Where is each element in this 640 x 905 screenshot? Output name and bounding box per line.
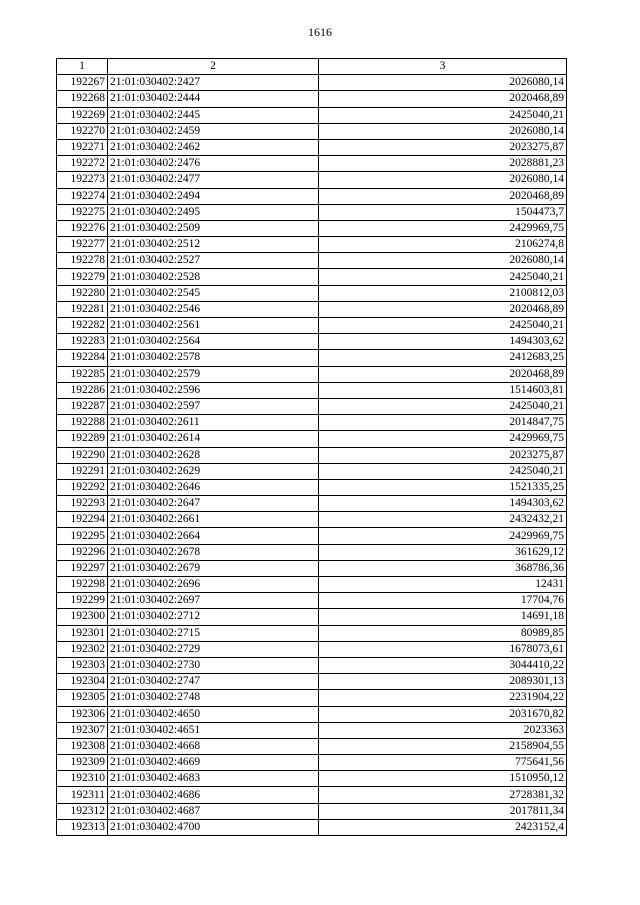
cadastral-number-cell: 21:01:030402:2715: [108, 625, 319, 641]
cadastral-number-cell: 21:01:030402:2579: [108, 366, 319, 382]
cadastral-number-cell: 21:01:030402:2596: [108, 382, 319, 398]
row-number-cell: 192281: [57, 301, 108, 317]
value-cell: 2026080,14: [319, 123, 567, 139]
value-cell: 1510950,12: [319, 771, 567, 787]
value-cell: 1521335,25: [319, 479, 567, 495]
value-cell: 3044410,22: [319, 657, 567, 673]
cadastral-number-cell: 21:01:030402:2646: [108, 479, 319, 495]
cadastral-number-cell: 21:01:030402:2494: [108, 188, 319, 204]
value-cell: 2728381,32: [319, 787, 567, 803]
table-row: [57, 512, 567, 528]
row-number-cell: 192311: [57, 787, 108, 803]
row-number-cell: 192271: [57, 139, 108, 155]
cadastral-number-cell: 21:01:030402:2462: [108, 139, 319, 155]
value-cell: 2026080,14: [319, 172, 567, 188]
column-header-1: 1: [57, 59, 108, 75]
table-row: [57, 350, 567, 366]
table-row: [57, 706, 567, 722]
table-row: [57, 188, 567, 204]
row-number-cell: 192291: [57, 463, 108, 479]
cadastral-number-cell: 21:01:030402:2545: [108, 285, 319, 301]
column-header-3: 3: [319, 59, 567, 75]
table-row: [57, 803, 567, 819]
table-row: [57, 447, 567, 463]
table-row: [57, 139, 567, 155]
row-number-cell: 192279: [57, 269, 108, 285]
value-cell: 2429969,75: [319, 528, 567, 544]
row-number-cell: 192313: [57, 819, 108, 835]
value-cell: 2425040,21: [319, 107, 567, 123]
table-row: [57, 382, 567, 398]
cadastral-number-cell: 21:01:030402:2476: [108, 156, 319, 172]
cadastral-number-cell: 21:01:030402:2614: [108, 431, 319, 447]
table-row: [57, 625, 567, 641]
row-number-cell: 192305: [57, 690, 108, 706]
row-number-cell: 192287: [57, 398, 108, 414]
row-number-cell: 192286: [57, 382, 108, 398]
table-row: [57, 172, 567, 188]
table-row: [57, 657, 567, 673]
cadastral-number-cell: 21:01:030402:2477: [108, 172, 319, 188]
cadastral-number-cell: 21:01:030402:2527: [108, 253, 319, 269]
cadastral-number-cell: 21:01:030402:4668: [108, 738, 319, 754]
cadastral-number-cell: 21:01:030402:2597: [108, 398, 319, 414]
row-number-cell: 192288: [57, 415, 108, 431]
cadastral-number-cell: 21:01:030402:2647: [108, 496, 319, 512]
row-number-cell: 192293: [57, 496, 108, 512]
table-row: [57, 301, 567, 317]
cadastral-number-cell: 21:01:030402:2459: [108, 123, 319, 139]
row-number-cell: 192268: [57, 91, 108, 107]
value-cell: 2020468,89: [319, 91, 567, 107]
row-number-cell: 192273: [57, 172, 108, 188]
value-cell: 2429969,75: [319, 431, 567, 447]
cadastral-number-cell: 21:01:030402:4669: [108, 755, 319, 771]
value-cell: 2425040,21: [319, 318, 567, 334]
row-number-cell: 192280: [57, 285, 108, 301]
row-number-cell: 192283: [57, 334, 108, 350]
table-row: [57, 269, 567, 285]
value-cell: 80989,85: [319, 625, 567, 641]
row-number-cell: 192309: [57, 755, 108, 771]
cadastral-number-cell: 21:01:030402:4686: [108, 787, 319, 803]
cadastral-number-cell: 21:01:030402:2678: [108, 544, 319, 560]
value-cell: 2020468,89: [319, 366, 567, 382]
row-number-cell: 192302: [57, 641, 108, 657]
cadastral-value-table: [56, 58, 567, 836]
table-row: [57, 156, 567, 172]
table-row: [57, 334, 567, 350]
row-number-cell: 192303: [57, 657, 108, 673]
row-number-cell: 192298: [57, 577, 108, 593]
cadastral-number-cell: 21:01:030402:2445: [108, 107, 319, 123]
value-cell: 775641,56: [319, 755, 567, 771]
table-row: [57, 787, 567, 803]
cadastral-number-cell: 21:01:030402:4651: [108, 722, 319, 738]
value-cell: 2100812,03: [319, 285, 567, 301]
value-cell: 368786,36: [319, 560, 567, 576]
value-cell: 2023275,87: [319, 447, 567, 463]
table-row: [57, 107, 567, 123]
table-row: [57, 771, 567, 787]
value-cell: 2020468,89: [319, 301, 567, 317]
row-number-cell: 192301: [57, 625, 108, 641]
table-row: [57, 641, 567, 657]
cadastral-number-cell: 21:01:030402:2629: [108, 463, 319, 479]
cadastral-number-cell: 21:01:030402:2730: [108, 657, 319, 673]
cadastral-number-cell: 21:01:030402:2664: [108, 528, 319, 544]
value-cell: 2425040,21: [319, 463, 567, 479]
table-row: [57, 819, 567, 835]
value-cell: 2412683,25: [319, 350, 567, 366]
value-cell: 2429969,75: [319, 220, 567, 236]
table-row: [57, 690, 567, 706]
row-number-cell: 192306: [57, 706, 108, 722]
table-row: [57, 577, 567, 593]
row-number-cell: 192285: [57, 366, 108, 382]
row-number-cell: 192296: [57, 544, 108, 560]
value-cell: 2423152,4: [319, 819, 567, 835]
table-row: [57, 496, 567, 512]
table-row: [57, 237, 567, 253]
value-cell: 2231904,22: [319, 690, 567, 706]
table-row: [57, 755, 567, 771]
row-number-cell: 192272: [57, 156, 108, 172]
cadastral-number-cell: 21:01:030402:4700: [108, 819, 319, 835]
table-row: [57, 75, 567, 91]
cadastral-number-cell: 21:01:030402:2712: [108, 609, 319, 625]
table-row: [57, 544, 567, 560]
row-number-cell: 192289: [57, 431, 108, 447]
row-number-cell: 192270: [57, 123, 108, 139]
row-number-cell: 192278: [57, 253, 108, 269]
cadastral-number-cell: 21:01:030402:2696: [108, 577, 319, 593]
value-cell: 17704,76: [319, 593, 567, 609]
table-row: [57, 609, 567, 625]
row-number-cell: 192300: [57, 609, 108, 625]
table-row: [57, 722, 567, 738]
table-header: [57, 59, 567, 75]
table-row: [57, 593, 567, 609]
cadastral-number-cell: 21:01:030402:2444: [108, 91, 319, 107]
header-row: [57, 59, 567, 75]
table-row: [57, 431, 567, 447]
value-cell: 2158904,55: [319, 738, 567, 754]
row-number-cell: 192304: [57, 674, 108, 690]
table-row: [57, 366, 567, 382]
value-cell: 2028881,23: [319, 156, 567, 172]
value-cell: 2017811,34: [319, 803, 567, 819]
cadastral-number-cell: 21:01:030402:2578: [108, 350, 319, 366]
cadastral-number-cell: 21:01:030402:4650: [108, 706, 319, 722]
value-cell: 2023275,87: [319, 139, 567, 155]
cadastral-number-cell: 21:01:030402:2427: [108, 75, 319, 91]
value-cell: 2425040,21: [319, 398, 567, 414]
value-cell: 2432432,21: [319, 512, 567, 528]
row-number-cell: 192299: [57, 593, 108, 609]
table-row: [57, 253, 567, 269]
cadastral-number-cell: 21:01:030402:2495: [108, 204, 319, 220]
table-row: [57, 479, 567, 495]
table-row: [57, 738, 567, 754]
table-row: [57, 318, 567, 334]
table-row: [57, 398, 567, 414]
page-number: 1616: [308, 25, 332, 39]
table-row: [57, 123, 567, 139]
value-cell: 1678073,61: [319, 641, 567, 657]
cadastral-number-cell: 21:01:030402:2628: [108, 447, 319, 463]
value-cell: 12431: [319, 577, 567, 593]
table-body: [57, 75, 567, 836]
value-cell: 2031670,82: [319, 706, 567, 722]
row-number-cell: 192295: [57, 528, 108, 544]
row-number-cell: 192292: [57, 479, 108, 495]
table-row: [57, 204, 567, 220]
table-row: [57, 674, 567, 690]
value-cell: 2106274,8: [319, 237, 567, 253]
value-cell: 2026080,14: [319, 75, 567, 91]
table-row: [57, 91, 567, 107]
value-cell: 1494303,62: [319, 334, 567, 350]
row-number-cell: 192310: [57, 771, 108, 787]
value-cell: 361629,12: [319, 544, 567, 560]
table-row: [57, 528, 567, 544]
row-number-cell: 192274: [57, 188, 108, 204]
table-row: [57, 285, 567, 301]
cadastral-number-cell: 21:01:030402:2661: [108, 512, 319, 528]
cadastral-number-cell: 21:01:030402:2729: [108, 641, 319, 657]
cadastral-number-cell: 21:01:030402:2564: [108, 334, 319, 350]
value-cell: 2014847,75: [319, 415, 567, 431]
row-number-cell: 192294: [57, 512, 108, 528]
value-cell: 14691,18: [319, 609, 567, 625]
cadastral-number-cell: 21:01:030402:2528: [108, 269, 319, 285]
cadastral-number-cell: 21:01:030402:4683: [108, 771, 319, 787]
value-cell: 2425040,21: [319, 269, 567, 285]
cadastral-number-cell: 21:01:030402:2679: [108, 560, 319, 576]
row-number-cell: 192307: [57, 722, 108, 738]
row-number-cell: 192312: [57, 803, 108, 819]
cadastral-number-cell: 21:01:030402:4687: [108, 803, 319, 819]
value-cell: 1514603,81: [319, 382, 567, 398]
row-number-cell: 192269: [57, 107, 108, 123]
row-number-cell: 192275: [57, 204, 108, 220]
cadastral-number-cell: 21:01:030402:2512: [108, 237, 319, 253]
cadastral-number-cell: 21:01:030402:2611: [108, 415, 319, 431]
row-number-cell: 192297: [57, 560, 108, 576]
cadastral-number-cell: 21:01:030402:2509: [108, 220, 319, 236]
cadastral-number-cell: 21:01:030402:2561: [108, 318, 319, 334]
row-number-cell: 192267: [57, 75, 108, 91]
table-row: [57, 415, 567, 431]
column-header-2: 2: [108, 59, 319, 75]
cadastral-number-cell: 21:01:030402:2697: [108, 593, 319, 609]
value-cell: 2023363: [319, 722, 567, 738]
table-row: [57, 220, 567, 236]
row-number-cell: 192290: [57, 447, 108, 463]
table-row: [57, 560, 567, 576]
table-row: [57, 463, 567, 479]
row-number-cell: 192276: [57, 220, 108, 236]
row-number-cell: 192284: [57, 350, 108, 366]
row-number-cell: 192277: [57, 237, 108, 253]
row-number-cell: 192308: [57, 738, 108, 754]
value-cell: 1504473,7: [319, 204, 567, 220]
value-cell: 2020468,89: [319, 188, 567, 204]
cadastral-number-cell: 21:01:030402:2747: [108, 674, 319, 690]
value-cell: 2026080,14: [319, 253, 567, 269]
value-cell: 1494303,62: [319, 496, 567, 512]
cadastral-number-cell: 21:01:030402:2546: [108, 301, 319, 317]
cadastral-number-cell: 21:01:030402:2748: [108, 690, 319, 706]
row-number-cell: 192282: [57, 318, 108, 334]
value-cell: 2089301,13: [319, 674, 567, 690]
